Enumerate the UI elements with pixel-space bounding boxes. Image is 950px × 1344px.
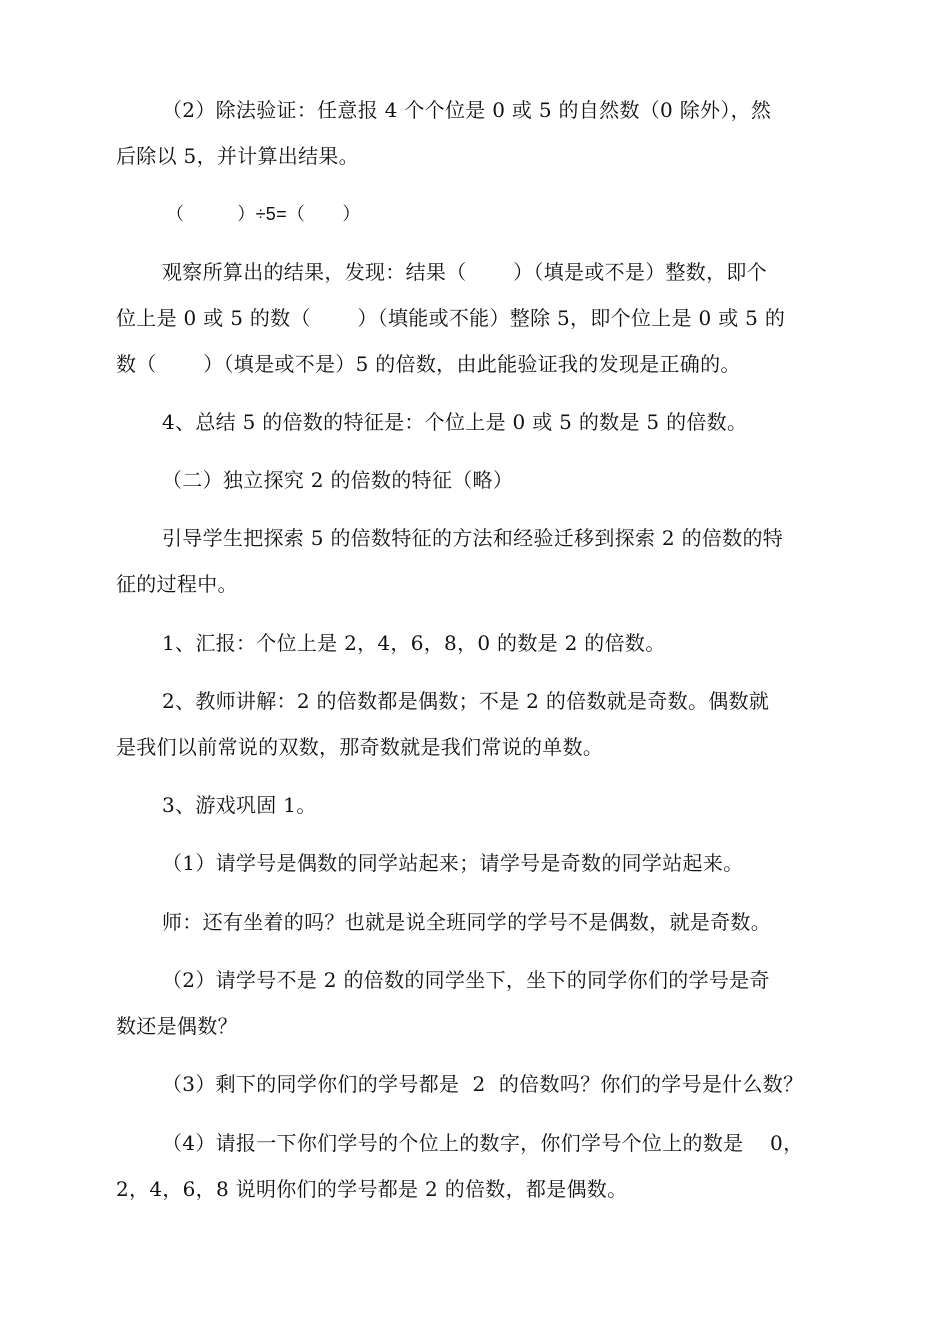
paragraph-game-step-3: （3）剩下的同学你们的学号都是 2 的倍数吗？你们的学号是什么数？ [162, 1072, 804, 1096]
paragraph-game-step-4-line-1: （4）请报一下你们学号的个位上的数字，你们学号个位上的数是 0， [162, 1131, 804, 1155]
paragraph-report: 1、汇报：个位上是 2，4，6，8，0 的数是 2 的倍数。 [162, 631, 666, 655]
paragraph-teacher-line-2: 是我们以前常说的双数，那奇数就是我们常说的单数。 [116, 735, 604, 759]
paragraph-teacher-line-1: 2、教师讲解：2 的倍数都是偶数；不是 2 的倍数就是奇数。偶数就 [162, 689, 770, 713]
paragraph-game: 3、游戏巩固 1。 [162, 793, 317, 817]
paragraph-guide-line-2: 征的过程中。 [116, 572, 238, 596]
paragraph-game-step-1: （1）请学号是偶数的同学站起来；请学号是奇数的同学站起来。 [162, 851, 744, 875]
division-formula: （ ）÷5=（ ） [166, 204, 361, 224]
paragraph-game-step-2-line-2: 数还是偶数？ [116, 1014, 238, 1038]
paragraph-game-step-2-line-1: （2）请学号不是 2 的倍数的同学坐下，坐下的同学你们的学号是奇 [162, 968, 770, 992]
paragraph-teacher-question: 师：还有坐着的吗？也就是说全班同学的学号不是偶数，就是奇数。 [162, 910, 771, 934]
paragraph-observe-line-1: 观察所算出的结果，发现：结果（ ）（填是或不是）整数，即个 [162, 260, 768, 284]
paragraph-game-step-4-line-2: 2，4，6，8 说明你们的学号都是 2 的倍数，都是偶数。 [116, 1177, 628, 1201]
paragraph-division-verify-line-1: （2）除法验证：任意报 4 个个位是 0 或 5 的自然数（0 除外），然 [162, 98, 772, 122]
paragraph-observe-line-3: 数（ ）（填是或不是）5 的倍数，由此能验证我的发现是正确的。 [116, 352, 741, 376]
paragraph-guide-line-1: 引导学生把探索 5 的倍数特征的方法和经验迁移到探索 2 的倍数的特 [162, 526, 784, 550]
paragraph-division-verify-line-2: 后除以 5，并计算出结果。 [116, 144, 359, 168]
section-heading-2: （二）独立探究 2 的倍数的特征（略） [162, 468, 514, 492]
paragraph-summary-5: 4、总结 5 的倍数的特征是：个位上是 0 或 5 的数是 5 的倍数。 [162, 410, 748, 434]
paragraph-observe-line-2: 位上是 0 或 5 的数（ ）（填能或不能）整除 5，即个位上是 0 或 5 的 [116, 306, 786, 330]
